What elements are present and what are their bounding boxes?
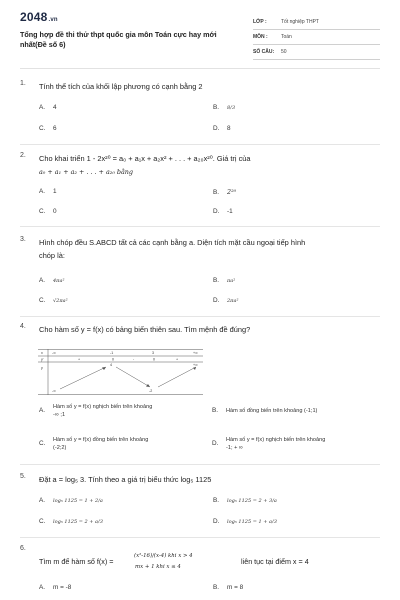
option-c[interactable]: C. 0 (39, 208, 57, 215)
option-d[interactable]: D. log₅ 1125 = 1 + a/3 (213, 518, 277, 525)
piecewise-branch: (x²-16)/(x-4) khi x > 4 (134, 553, 193, 559)
option-a[interactable]: A. 4πa² (39, 277, 65, 284)
question-number: 4. (20, 323, 26, 330)
question-6: 6. Tìm m để hàm số f(x) = (x²-16)/(x-4) khi x > 4 mx + 1 khi x ≤ 4 liên tục tại điểm x = 4 A. m = -8 B. m = 8 (20, 545, 309, 591)
question-1 (20, 80, 380, 140)
meta-question-count: SỐ CÂU: 50 (253, 45, 380, 60)
option-c[interactable]: C. √2πa² (39, 297, 68, 304)
question-2 (20, 152, 380, 222)
option-b[interactable]: B. log₅ 1125 = 2 + 3/a (213, 497, 277, 504)
question-number: 2. (20, 152, 26, 159)
table-x-label: x (41, 351, 43, 355)
question-separator (20, 144, 380, 145)
question-5 (20, 473, 380, 533)
question-stem: Đặt a = log₅ 3. Tính theo a giá trị biểu thức log₅ 1125 (39, 475, 212, 484)
question-3 (20, 236, 380, 312)
option-a[interactable]: A. log₅ 1125 = 1 + 2/a (39, 497, 103, 504)
table-sign: - (133, 357, 135, 362)
question-number: 5. (20, 473, 26, 480)
meta-class: LỚP : Tốt nghiệp THPT (253, 15, 380, 30)
header-divider (20, 68, 380, 69)
site-logo[interactable]: 2048.vn (20, 10, 58, 24)
question-stem: Tính thể tích của khối lập phương có cạnh bằng 2 (39, 82, 203, 91)
table-sign: + (78, 357, 81, 362)
question-number: 1. (20, 80, 26, 87)
exam-header (20, 10, 380, 65)
question-separator (20, 226, 380, 227)
table-y-label: y (41, 366, 43, 370)
question-separator (20, 316, 380, 317)
table-y-value: 4 (110, 363, 112, 367)
option-c[interactable]: C. 6 (39, 125, 57, 132)
option-b[interactable]: B. m = 8 (213, 584, 244, 591)
question-stem: Cho khai triển 1 - 2x²⁰ = a₀ + a₁x + a₂x² + . . . + a₂₀x²⁰. Giá trị của a₀ + a₁ + a₂ + . . . + a₂₀ bằng (39, 154, 251, 176)
option-a[interactable]: A. 4 (39, 104, 57, 111)
question-stem: Hình chóp đều S.ABCD tất cả các cạnh bằng a. Diện tích mặt cầu ngoại tiếp hình chóp là: (39, 238, 306, 260)
option-d[interactable]: D. 8 (213, 125, 231, 132)
question-stem: Cho hàm số y = f(x) có bảng biến thiên sau. Tìm mệnh đề đúng? (39, 325, 251, 334)
table-sign: 0 (112, 357, 114, 362)
table-y-value: +∞ (193, 363, 198, 367)
option-c[interactable]: C. Hàm số y = f(x) đồng biến trên khoảng (-2;2) (39, 437, 149, 451)
piecewise-branch: mx + 1 khi x ≤ 4 (135, 564, 181, 570)
option-a[interactable]: A. m = -8 (39, 584, 72, 591)
table-x-value: 3 (152, 351, 154, 355)
table-y-value: -∞ (52, 389, 56, 393)
question-number: 6. (20, 545, 26, 552)
option-d[interactable]: D. 2πa² (213, 297, 239, 304)
option-b[interactable]: B. Hàm số đồng biến trên khoảng (-1;1) (212, 407, 318, 414)
meta-subject: MÔN : Toán (253, 30, 380, 45)
variation-table (38, 349, 203, 395)
option-a[interactable]: A. Hàm số y = f(x) nghịch biến trên khoảng -∞ ;1 (39, 404, 153, 418)
question-number: 3. (20, 236, 26, 243)
question-separator (20, 537, 380, 538)
table-sign: + (176, 357, 179, 362)
table-x-value: -1 (110, 351, 114, 355)
table-y-value: -2 (149, 389, 153, 393)
table-derivative-label: y' (41, 357, 44, 362)
option-b[interactable]: B. πa² (213, 277, 236, 284)
option-a[interactable]: A. 1 (39, 188, 57, 195)
table-x-value: -∞ (52, 351, 56, 355)
option-b[interactable]: B. 2²⁰ (213, 188, 237, 196)
table-sign: 0 (153, 357, 155, 362)
question-separator (20, 464, 380, 465)
exam-title: Tổng hợp đề thi thử thpt quốc gia môn Toán cực hay mới nhất(Đề số 6) (20, 30, 217, 49)
option-d[interactable]: D. -1 (213, 208, 233, 215)
exam-meta (253, 15, 380, 60)
table-x-value: +∞ (193, 351, 198, 355)
option-b[interactable]: B. 8/3 (213, 104, 236, 111)
option-c[interactable]: C. log₅ 1125 = 2 + a/3 (39, 518, 103, 525)
option-d[interactable]: D. Hàm số y = f(x) nghịch biến trên khoảng -1; + ∞ (212, 437, 326, 451)
